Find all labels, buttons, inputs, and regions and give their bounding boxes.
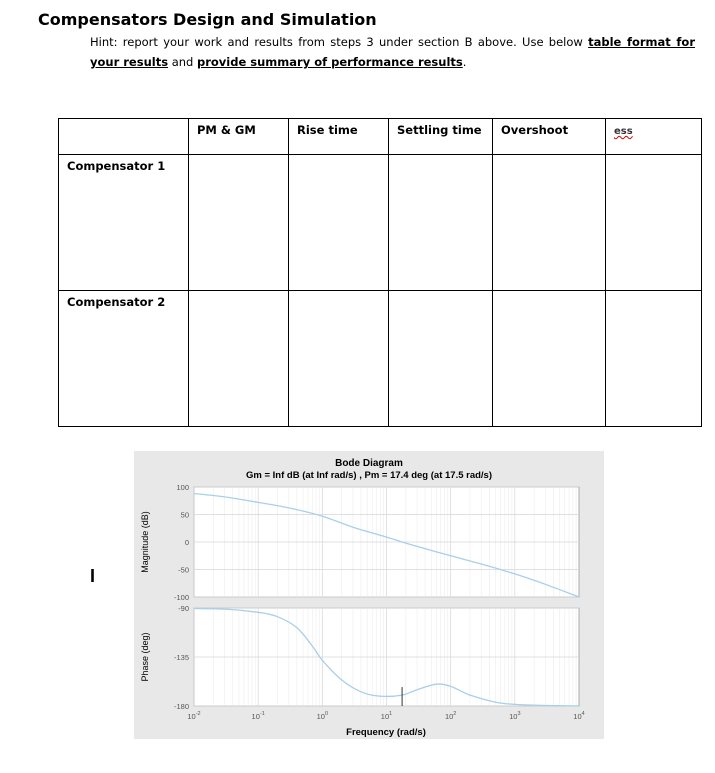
table-cell[interactable] (606, 291, 702, 427)
magnitude-ylabel: Magnitude (dB) (140, 511, 150, 573)
magnitude-tick-label: 50 (180, 510, 189, 520)
tick-exponent: 0 (324, 711, 329, 717)
bode-title: Bode Diagram (335, 458, 403, 469)
table-cell[interactable] (389, 291, 493, 427)
header-cell-overshoot: Overshoot (493, 119, 606, 155)
frequency-tick-label (381, 711, 392, 721)
tick-exponent: 1 (389, 711, 393, 717)
tick-exponent: 2 (453, 711, 457, 717)
header-cell-ess (606, 119, 702, 155)
tick-exponent: 4 (581, 711, 585, 717)
hint-link-table-format: table format for your results (90, 35, 695, 69)
frequency-tick-label (187, 711, 200, 721)
tick-base: 10 (251, 712, 260, 721)
table-row (59, 291, 702, 427)
header-cell-settling-time: Settling time (389, 119, 493, 155)
table-cell[interactable] (389, 155, 493, 291)
results-table (58, 118, 702, 427)
header-cell-corner (59, 119, 189, 155)
magnitude-tick-label: 100 (176, 483, 189, 492)
table-cell[interactable] (289, 155, 389, 291)
bode-subtitle: Gm = Inf dB (at Inf rad/s) , Pm = 17.4 deg (at 17.5 rad/s) (245, 470, 493, 481)
document-title: Compensators Design and Simulation (38, 10, 377, 29)
table-cell[interactable] (189, 155, 289, 291)
header-cell-rise-time: Rise time (289, 119, 389, 155)
magnitude-y-ticks (174, 483, 189, 602)
frequency-x-ticks (187, 711, 584, 721)
phase-y-ticks (174, 604, 189, 711)
row-label-compensator-2: Compensator 2 (59, 291, 189, 427)
magnitude-tick-label: -50 (178, 565, 189, 575)
hint-prefix: Hint: report your work and results from steps 3 under section B above. Use below (90, 35, 589, 49)
text-cursor: I (90, 566, 96, 586)
tick-base: 10 (316, 712, 325, 721)
table-header-row (59, 119, 702, 155)
hint-middle: and (168, 55, 197, 69)
table-cell[interactable] (606, 155, 702, 291)
table-cell[interactable] (493, 155, 606, 291)
bode-diagram-figure (134, 451, 604, 739)
magnitude-tick-label: -100 (173, 593, 189, 602)
hint-link-summary: provide summary of performance results (197, 55, 463, 69)
frequency-tick-label (317, 711, 328, 721)
table-cell[interactable] (289, 291, 389, 427)
tick-base: 10 (187, 712, 196, 721)
ess-label: ess (614, 126, 633, 137)
hint-paragraph (90, 32, 695, 72)
header-cell-pm-gm: PM & GM (189, 119, 289, 155)
table-row (59, 155, 702, 291)
phase-tick-label: -90 (178, 604, 189, 613)
tick-base: 10 (509, 712, 518, 721)
phase-tick-label: -180 (173, 702, 189, 711)
table-cell[interactable] (189, 291, 289, 427)
tick-base: 10 (380, 712, 390, 721)
frequency-tick-label (252, 711, 265, 721)
bode-diagram-svg (134, 451, 604, 739)
table-cell[interactable] (493, 291, 606, 427)
hint-suffix: . (462, 55, 467, 69)
phase-tick-label: -135 (173, 653, 189, 662)
tick-exponent: 3 (517, 711, 521, 717)
phase-ylabel: Phase (deg) (140, 632, 150, 682)
frequency-tick-label (509, 711, 520, 721)
frequency-xlabel: Frequency (rad/s) (346, 727, 426, 738)
frequency-tick-label (573, 711, 584, 721)
tick-exponent: -2 (195, 711, 201, 717)
magnitude-tick-label: 0 (184, 538, 189, 547)
tick-base: 10 (573, 712, 582, 721)
row-label-compensator-1: Compensator 1 (59, 155, 189, 291)
tick-base: 10 (444, 712, 454, 721)
tick-exponent: -1 (259, 711, 265, 717)
frequency-tick-label (445, 711, 456, 721)
